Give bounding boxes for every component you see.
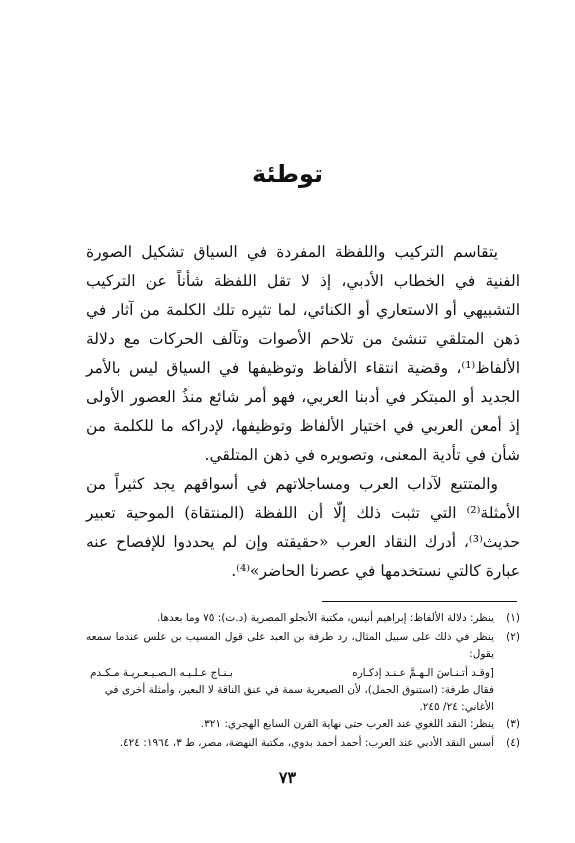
page-number: ٧٣ [278,768,297,787]
footnote-text: ينظر: دلالة الألفاظ: إبراهيم أنيس، مكتبة الأنجلو المصرية (د.ت): ٧٥ وما بعدها. [156,612,494,624]
footnote-separator [322,601,517,602]
body-text [86,238,520,586]
paragraph-1: يتقاسم التركيب واللفظة المفردة في السياق تشكيل الصورة الفنية في الخطاب الأدبي، إذ لا تقل اللفظة شأناً عن التركيب التشبيهي أو الاستعاري أو الكنائي، لما تثيره تلك الكلمة من آثار في ذهن المتلقي تنشئ من تلاحم الأصوات وتآلف الحركات مع دلالة الألفاظ⁽¹⁾، وقضية انتقاء الألفاظ وتوظيفها في السياق ليس بالأمر الجديد أو المبتكر في أدبنا العربي، فهو أمر شائع منذُ العصور الأولى إذ أمعن العربي في اختيار الألفاظ وتوظيفها، لإدراكه ما للكلمة من شأن في تأدية المعنى، وتصويره في ذهن المتلقي. [86,243,520,464]
footnote-2 [86,629,520,663]
footnotes [86,610,520,754]
footnote-number: (١) [506,612,520,624]
verse-second-hemistich: بـنـاج عـلـيـه الـصـيـعـريـة مـكـدم [90,667,233,679]
footnote-number: (٢) [506,631,520,643]
footnote-continuation: فقال طرفة: (استنوق الجمل)، لأن الصيعرية سمة في عنق الناقة لا البعير، وأمثلة أخرى في الأغاني: ٢٤/ ٢٤٥. [104,684,494,713]
poetry-verse [86,665,520,682]
verse-first-hemistich: [وقـد أتـنـاسَ الـهـمَّ عـنـد إدكـاره [352,667,494,679]
footnote-number: (٣) [506,718,520,730]
footnote-text: أسس النقد الأدبي عند العرب: أحمد أحمد بدوي، مكتبة النهضة، مصر، ط ٣، ١٩٦٤: ٤٢٤. [119,737,494,749]
page-title: توطئة [251,160,323,188]
footnote-1 [86,610,520,627]
footnote-4 [86,735,520,752]
paragraph-2: والمتتبع لآداب العرب ومساجلاتهم في أسواقهم يجد كثيراً من الأمثلة⁽²⁾ التي تثبت ذلك إلّا أن اللفظة (المنتقاة) الموحية تعبير حديث⁽³⁾، أدرك النقاد العرب «حقيقته وإن لم يحددوا للإفصاح عنه عبارة كالتي نستخدمها في عصرنا الحاضر»⁽⁴⁾. [86,475,520,580]
footnote-text: ينظر: النقد اللغوي عند العرب حتى نهاية القرن السابع الهجري: ٣٢١. [200,718,494,730]
footnote-number: (٤) [506,737,520,749]
footnote-3 [86,716,520,733]
footnote-text: ينظر في ذلك على سبيل المثال، رد طرفة بن العبد على قول المسيب بن علس عندما سمعه يقول: [86,631,494,660]
